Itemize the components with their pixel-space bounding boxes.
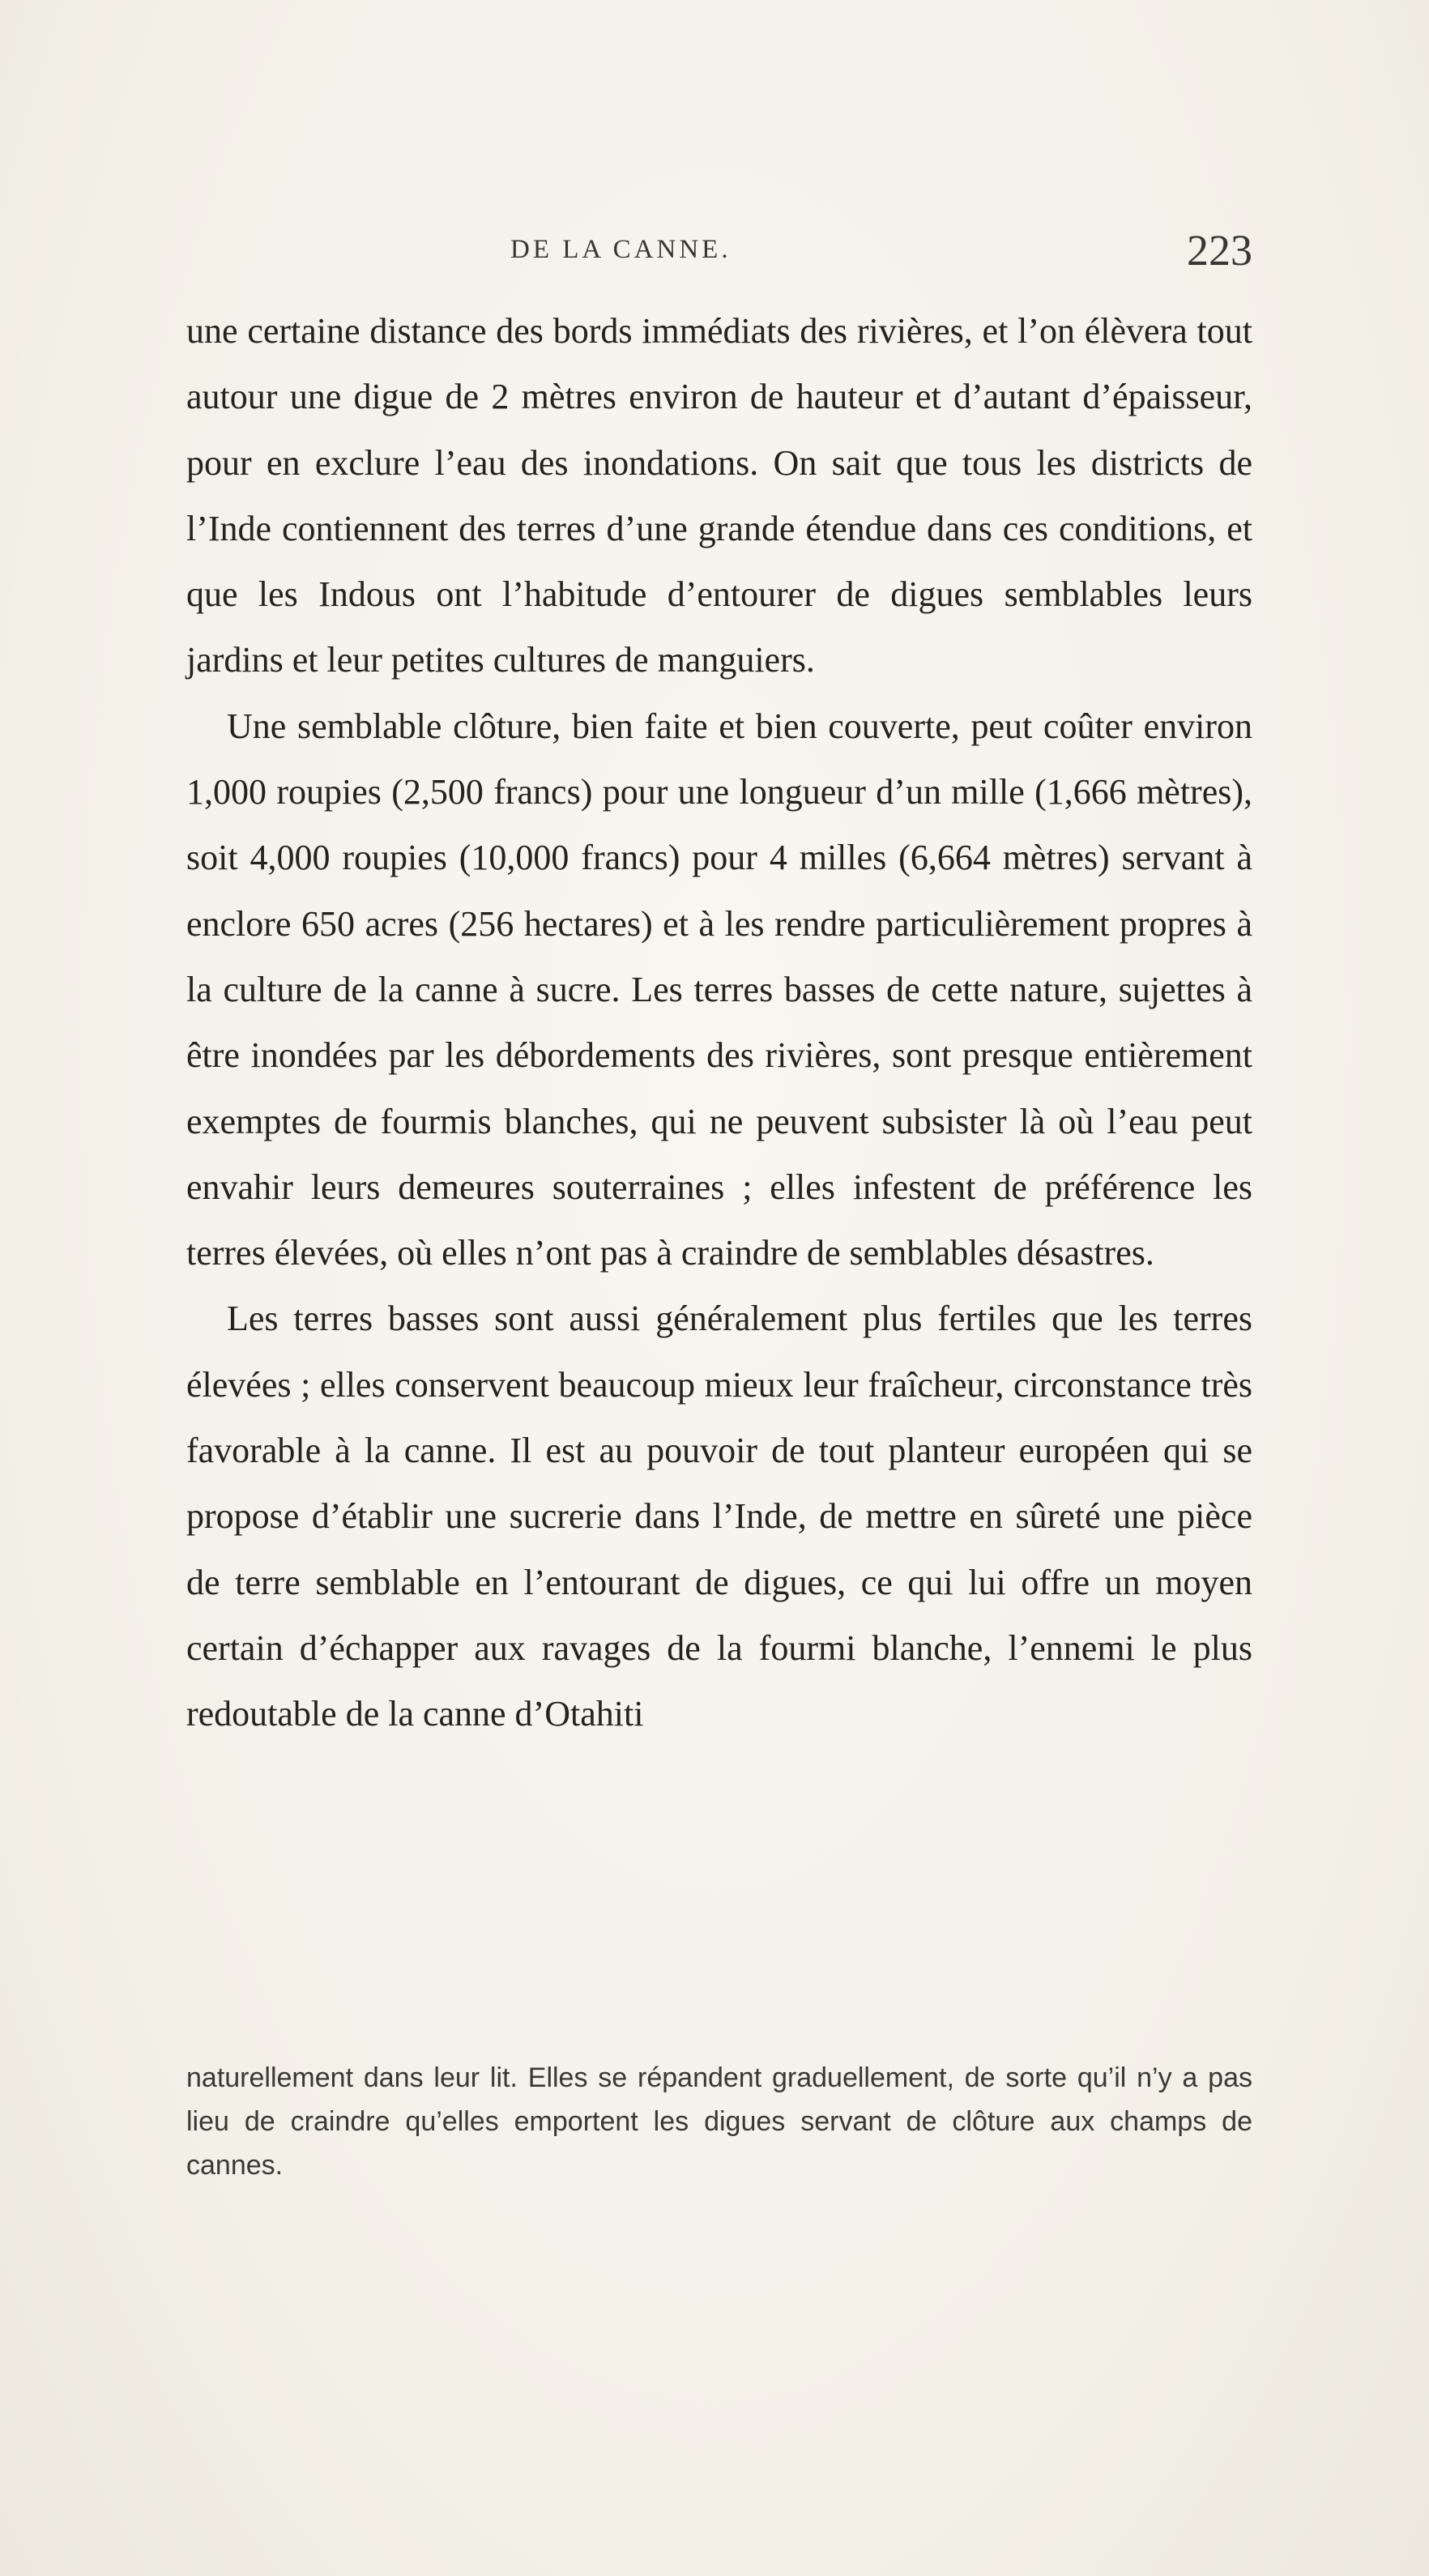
paragraph-1: une certaine distance des bords immédiats des rivières, et l’on élèvera tout autour une digue de 2 mètres environ de hauteur et d’autant d’épaisseur, pour en exclure l’eau des inondations. On sait que tous les districts de l’Inde contiennent des terres d’une grande étendue dans ces conditions, et que les Indous ont l’habitude d’entourer de digues semblables leurs jardins et leur petites cultures de manguiers. <box>186 311 1252 680</box>
page-header <box>186 225 1252 274</box>
footnote-text: naturellement dans leur lit. Elles se répandent graduellement, de sorte qu’il n’y a pas lieu de craindre qu’elles emportent les digues servant de clôture aux champs de cannes. <box>186 2062 1252 2181</box>
footnote <box>186 2056 1252 2187</box>
page-number: 223 <box>1187 226 1252 275</box>
main-text <box>186 298 1252 1747</box>
paragraph-3: Les terres basses sont aussi généralement plus fertiles que les terres élevées ; elles conservent beaucoup mieux leur fraîcheur, circonstance très favorable à la canne. Il est au pouvoir de tout planteur européen qui se propose d’établir une sucrerie dans l’Inde, de mettre en sûreté une pièce de terre semblable en l’entourant de digues, ce qui lui offre un moyen certain d’échapper aux ravages de la fourmi blanche, l’ennemi le plus redoutable de la canne d’Otahiti <box>186 1299 1252 1734</box>
running-title: DE LA CANNE. <box>510 235 732 264</box>
paragraph-2: Une semblable clôture, bien faite et bien couverte, peut coûter environ 1,000 roupies (2,500 francs) pour une longueur d’un mille (1,666 mètres), soit 4,000 roupies (10,000 francs) pour 4 milles (6,664 mètres) servant à enclore 650 acres (256 hectares) et à les rendre particulièrement propres à la culture de la canne à sucre. Les terres basses de cette nature, sujettes à être inondées par les débordements des rivières, sont presque entièrement exemptes de fourmis blanches, qui ne peuvent subsister là où l’eau peut envahir leurs demeures souterraines ; elles infestent de préférence les terres élevées, où elles n’ont pas à craindre de semblables désastres. <box>186 706 1252 1273</box>
